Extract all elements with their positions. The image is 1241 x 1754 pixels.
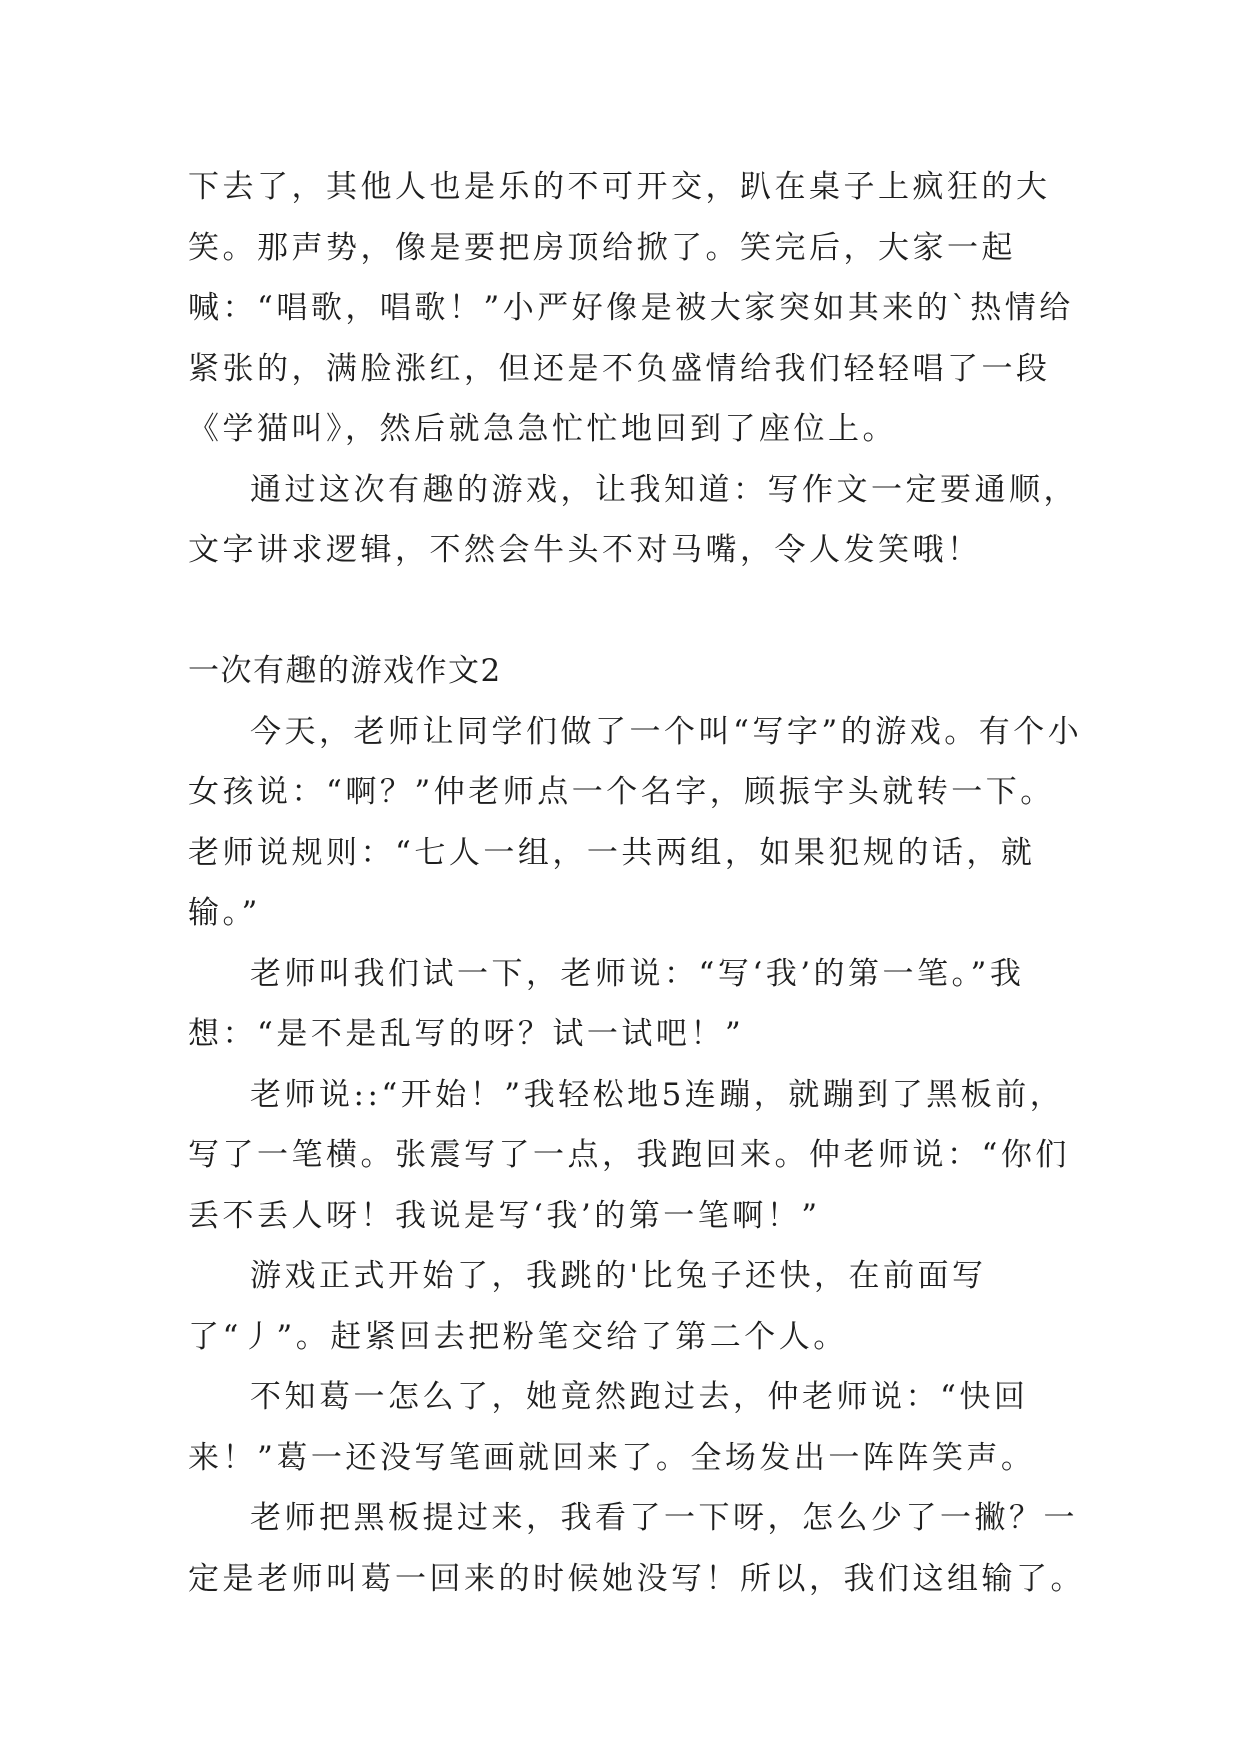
section-title: 一次有趣的游戏作文2 xyxy=(188,653,502,689)
document-body xyxy=(188,157,1088,1609)
body-paragraph: 老师把黑板提过来，我看了一下呀，怎么少了一撇？一定是老师叫葛一回来的时候她没写！所以，我们这组输了。 xyxy=(188,1500,1085,1597)
section-spacer xyxy=(188,581,1088,642)
body-paragraph: 游戏正式开始了，我跳的'比兔子还快，在前面写了“丿”。赶紧回去把粉笔交给了第二个人。 xyxy=(188,1258,987,1355)
body-paragraph: 老师说::“开始！”我轻松地5连蹦，就蹦到了黑板前，写了一笔横。张震写了一点，我跑回来。仲老师说：“你们丢不丢人呀！我说是写‘我’的第一笔啊！” xyxy=(188,1076,1070,1234)
closing-paragraph: 通过这次有趣的游戏，让我知道：写作文一定要通顺，文字讲求逻辑，不然会牛头不对马嘴，令人发笑哦！ xyxy=(188,471,1078,568)
body-paragraph: 不知葛一怎么了，她竟然跑过去，仲老师说：“快回来！”葛一还没写笔画就回来了。全场发出一阵阵笑声。 xyxy=(188,1379,1036,1476)
body-paragraph: 老师叫我们试一下，老师说：“写‘我’的第一笔。”我想：“是不是乱写的呀？试一试吧！” xyxy=(188,955,1025,1052)
continuation-paragraph: 下去了，其他人也是乐的不可开交，趴在桌子上疯狂的大笑。那声势，像是要把房顶给掀了。笑完后，大家一起喊：“唱歌，唱歌！”小严好像是被大家突如其来的`热情给紧张的，满脸涨红，但还是不负盛情给我们轻轻唱了一段《学猫叫》，然后就急急忙忙地回到了座位上。 xyxy=(188,169,1074,447)
body-paragraph: 今天，老师让同学们做了一个叫“写字”的游戏。有个小女孩说：“啊？”仲老师点一个名字，顾振宇头就转一下。老师说规则：“七人一组，一共两组，如果犯规的话，就输。” xyxy=(188,713,1083,931)
